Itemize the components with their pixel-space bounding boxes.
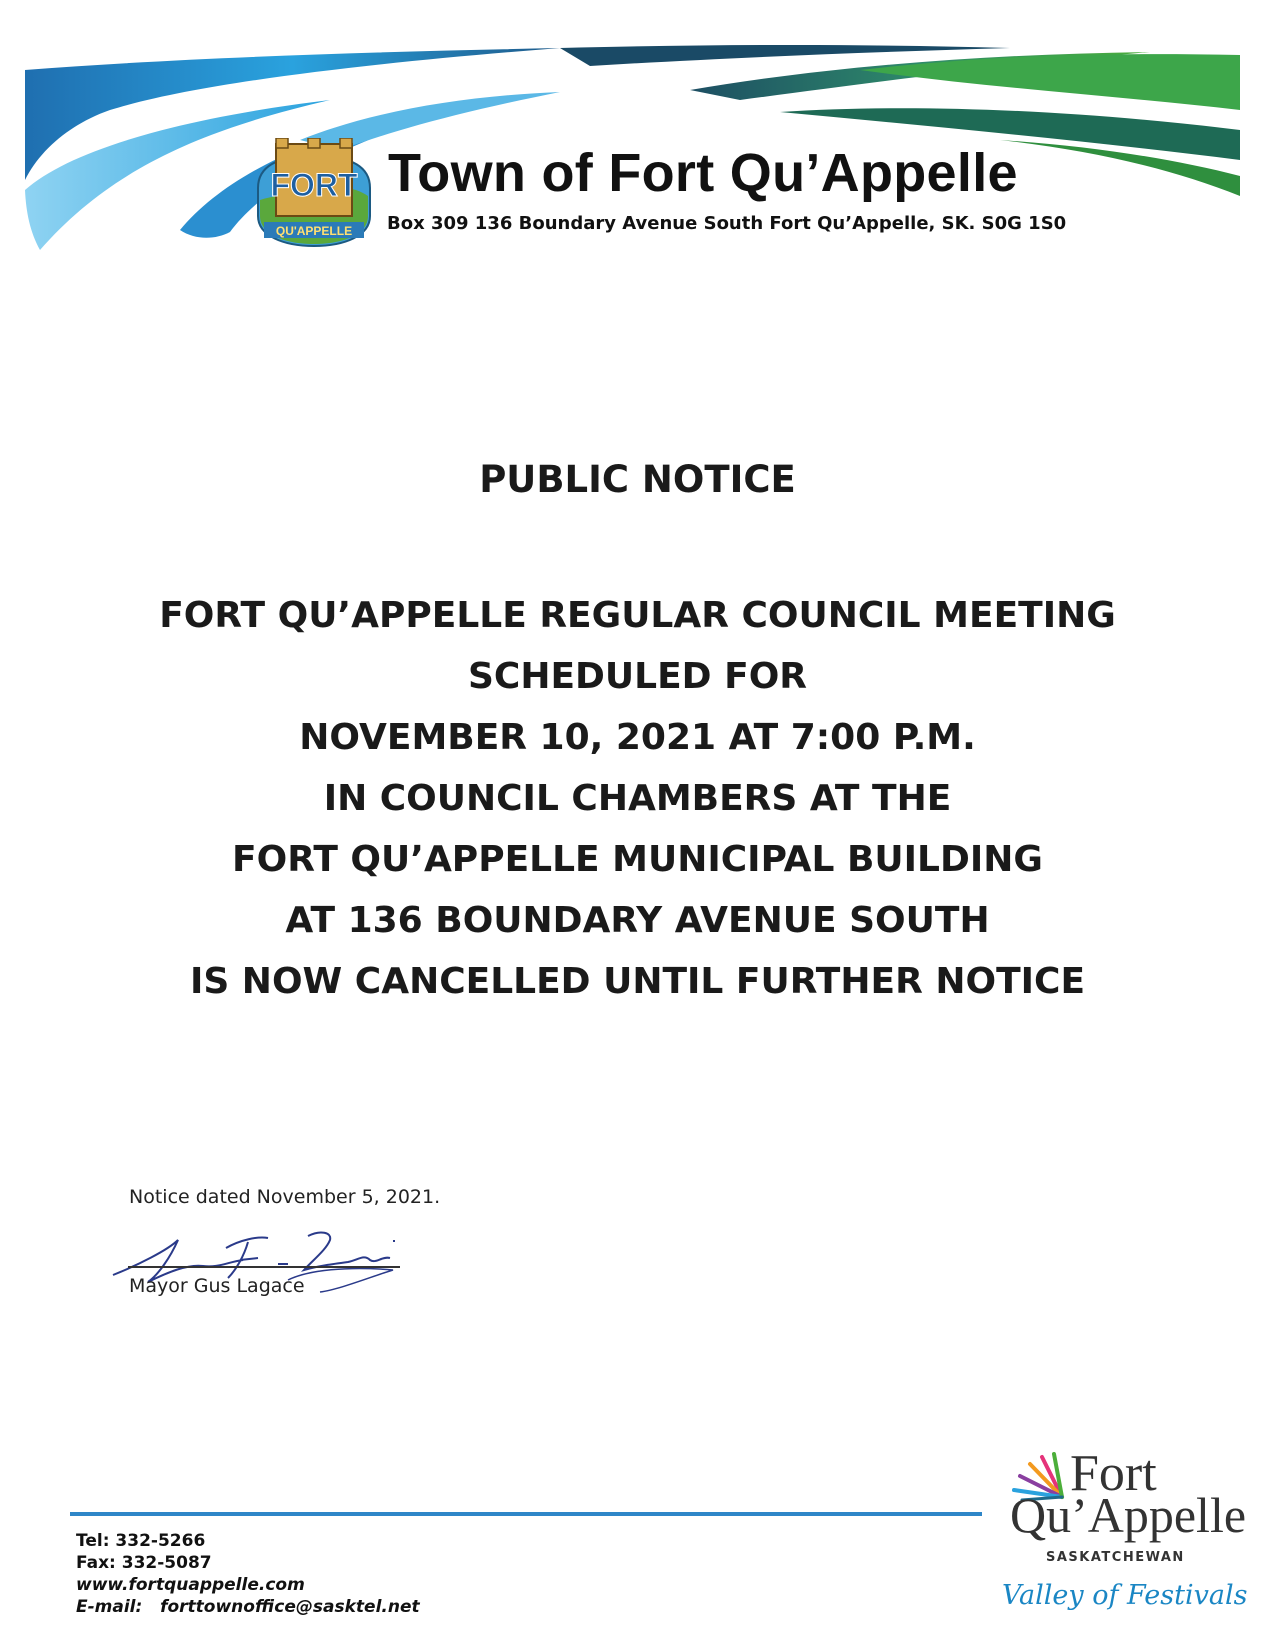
contact-fax: Fax: 332-5087 <box>76 1553 212 1573</box>
contact-tel: Tel: 332-5266 <box>76 1531 206 1551</box>
notice-body <box>0 585 1275 1012</box>
crest-text-bottom: QU'APPELLE <box>275 224 353 238</box>
contact-email-row <box>76 1596 420 1618</box>
contact-block <box>76 1530 420 1618</box>
notice-line: AT 136 BOUNDARY AVENUE SOUTH <box>285 900 990 941</box>
notice-heading: PUBLIC NOTICE <box>479 458 796 501</box>
town-title: Town of Fort Qu’Appelle <box>388 143 1018 203</box>
signature-line <box>128 1266 400 1268</box>
notice-line: SCHEDULED FOR <box>467 656 808 697</box>
brand-tagline: Valley of Festivals <box>1002 1580 1248 1611</box>
notice-date: Notice dated November 5, 2021. <box>129 1186 441 1208</box>
signatory-name: Mayor Gus Lagace <box>129 1275 305 1297</box>
notice-line: NOVEMBER 10, 2021 AT 7:00 P.M. <box>299 717 976 758</box>
contact-website[interactable]: www.fortquappelle.com <box>76 1575 305 1595</box>
notice-line: IS NOW CANCELLED UNTIL FURTHER NOTICE <box>189 961 1086 1002</box>
contact-email[interactable]: forttownoffice@sasktel.net <box>160 1597 420 1617</box>
notice-line: IN COUNCIL CHAMBERS AT THE <box>323 778 952 819</box>
brand-province-text: SASKATCHEWAN <box>1046 1550 1185 1565</box>
notice-line: FORT QU’APPELLE REGULAR COUNCIL MEETING <box>159 595 1116 636</box>
notice-line: FORT QU’APPELLE MUNICIPAL BUILDING <box>232 839 1043 880</box>
fort-quappelle-brand-logo <box>1000 1445 1248 1638</box>
town-address: Box 309 136 Boundary Avenue South Fort Qu’Appelle, SK. S0G 1S0 <box>387 213 1067 234</box>
contact-email-label: E-mail: <box>76 1597 143 1617</box>
crest-text-top: FORT <box>270 167 358 203</box>
footer-divider <box>70 1512 982 1516</box>
brand-quappelle-text: Qu’Appelle <box>1010 1487 1247 1543</box>
town-crest-icon <box>254 138 374 250</box>
brand-fort-text: Fort <box>1070 1445 1157 1502</box>
